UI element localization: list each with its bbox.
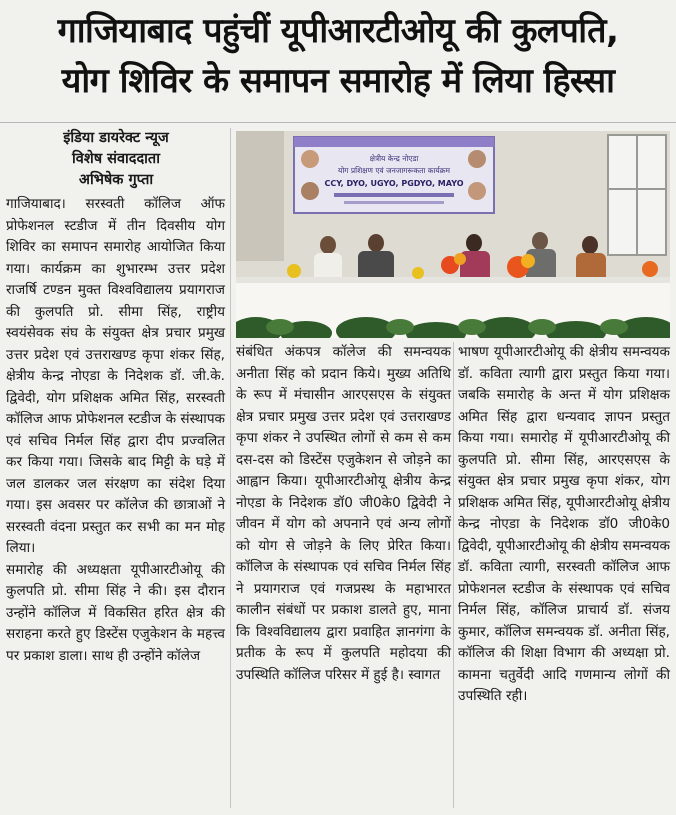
article-column-1: [6, 194, 225, 667]
article-paragraph: भाषण यूपीआरटीओयू की क्षेत्रीय समन्वयक डॉ. कविता त्यागी द्वारा प्रस्तुत किया गया। जबकि समारोह के अन्त में योग प्रशिक्षक अमित सिंह द्वारा धन्यवाद ज्ञापन प्रस्तुत किया गया। समारोह में यूपीआरटीओयू की कुलपति प्रो. सीमा सिंह, आरएसएस के संयुक्त क्षेत्र प्रचार प्रमुख कृपा शंकर, योग प्रशिक्षक अमित सिंह, यूपीआरटीओयू क्षेत्रीय केन्द्र नोएडा के निदेशक डॉ0 जी0के0 द्विवेदी, यूपीआरटीओयू की क्षेत्रीय समन्वयक डॉ. कविता त्यागी, सरस्वती कॉलिज आफ प्रोफेशनल स्टडीज के संस्थापक एवं सचिव निर्मल सिंह, कॉलिज प्राचार्य डॉ. संजय कुमार, कॉलिज समन्वयक डॉ. अनीता सिंह, कॉलिज की शिक्षा विभाग की अध्यक्षा प्रो. कामना चतुर्वेदी आदि गणमान्य लोगों की उपस्थिति रही।: [458, 344, 670, 704]
banner-text-3: CCY, DYO, UGYO, PGDYO, MAYO: [324, 179, 464, 188]
article-column-3: [458, 342, 670, 708]
headline-line-2: योग शिविर के समापन समारोह में लिया हिस्सा: [61, 61, 615, 101]
article-paragraph: समारोह की अध्यक्षता यूपीआरटीओयू की कुलपति प्रो. सीमा सिंह ने की। इस दौरान उन्होंने कॉलिज में विकसित हरित क्षेत्र की सराहना करते हुए डिस्टेंस एजुकेशन के महत्त्व पर प्रकाश डाला। साथ ही उन्होंने कॉलेज: [6, 561, 225, 664]
event-photo-illustration: [236, 131, 670, 338]
column-divider: [453, 342, 454, 808]
column-divider: [230, 128, 231, 808]
article-column-2: [236, 342, 451, 686]
article-paragraph: गाजियाबाद। सरस्वती कॉलिज ऑफ प्रोफेशनल स्टडीज में तीन दिवसीय योग शिविर का समापन समारोह आयोजित किया गया। कार्यक्रम का शुभारम्भ उत्तर प्रदेश राजर्षि टण्डन मुक्त विश्वविद्यालय प्रयागराज की कुलपति प्रो. सीमा सिंह, राष्ट्रीय स्वयंसेवक संघ के संयुक्त क्षेत्र प्रचार प्रमुख उत्तर प्रदेश एवं उत्तराखण्ड कृपा शंकर सिंह, क्षेत्रीय केन्द्र नोएडा के निदेशक डॉ. जी.के. द्विवेदी, योग प्रशिक्षक अमित सिंह, सरस्वती कॉलिज आफ प्रोफेशनल स्टडीज के संस्थापक एवं सचिव निर्मल सिंह द्वारा दीप प्रज्वलित कर किया गया। जिसके बाद मिट्टी के घड़े में जल डालकर जल संरक्षण का संदेश दिया गया। इस अवसर पर कॉलेज की छात्राओं ने सरस्वती वंदना प्रस्तुत कर सभी का मन मोह लिया।: [6, 196, 225, 556]
headline-divider: [0, 122, 676, 123]
headline-line-1: गाजियाबाद पहुंचीं यूपीआरटीओयू की कुलपति,: [57, 11, 619, 51]
event-photo: [236, 131, 670, 338]
byline-reporter: अभिषेक गुप्ता: [78, 172, 154, 188]
byline-agency: इंडिया डायरेक्ट न्यूज: [63, 130, 169, 146]
article-paragraph: संबंधित अंकपत्र कॉलेज की समन्वयक अनीता सिंह को प्रदान किये। मुख्य अतिथि के रूप में मंचासीन आरएसएस के संयुक्त क्षेत्र प्रचार प्रमुख उत्तर प्रदेश एवं उत्तराखण्ड कृपा शंकर ने उपस्थित लोगों से कम से कम दस-दस को डिस्टेंस एजुकेशन से जोड़ने का आह्वान किया। यूपीआरटीओयू क्षेत्रीय केन्द्र नोएडा के निदेशक डॉ0 जी0के0 द्विवेदी ने जीवन में योग को अपनाने एवं अन्य लोगों को योग से जोड़ने के लिए प्रेरित किया। कॉलिज के संस्थापक एवं सचिव निर्मल सिंह ने प्रयागराज एवं गजप्रस्थ के महाभारत कालीन संबंधों पर प्रकाश डालते हुए, माना कि विश्वविद्यालय द्वारा प्रवाहित ज्ञानगंगा के प्रतीक के रूप में कुलपति महोदया की उपस्थिति कॉलिज परिसर में हुई है। स्वागत: [236, 344, 451, 683]
banner-text-1: क्षेत्रीय केन्द्र नोएडा: [369, 154, 419, 163]
byline: [0, 128, 232, 191]
headline: [0, 0, 676, 122]
byline-role: विशेष संवाददाता: [72, 151, 160, 167]
banner-text-2: योग प्रशिक्षण एवं जनजागरूकता कार्यक्रम: [337, 166, 451, 175]
